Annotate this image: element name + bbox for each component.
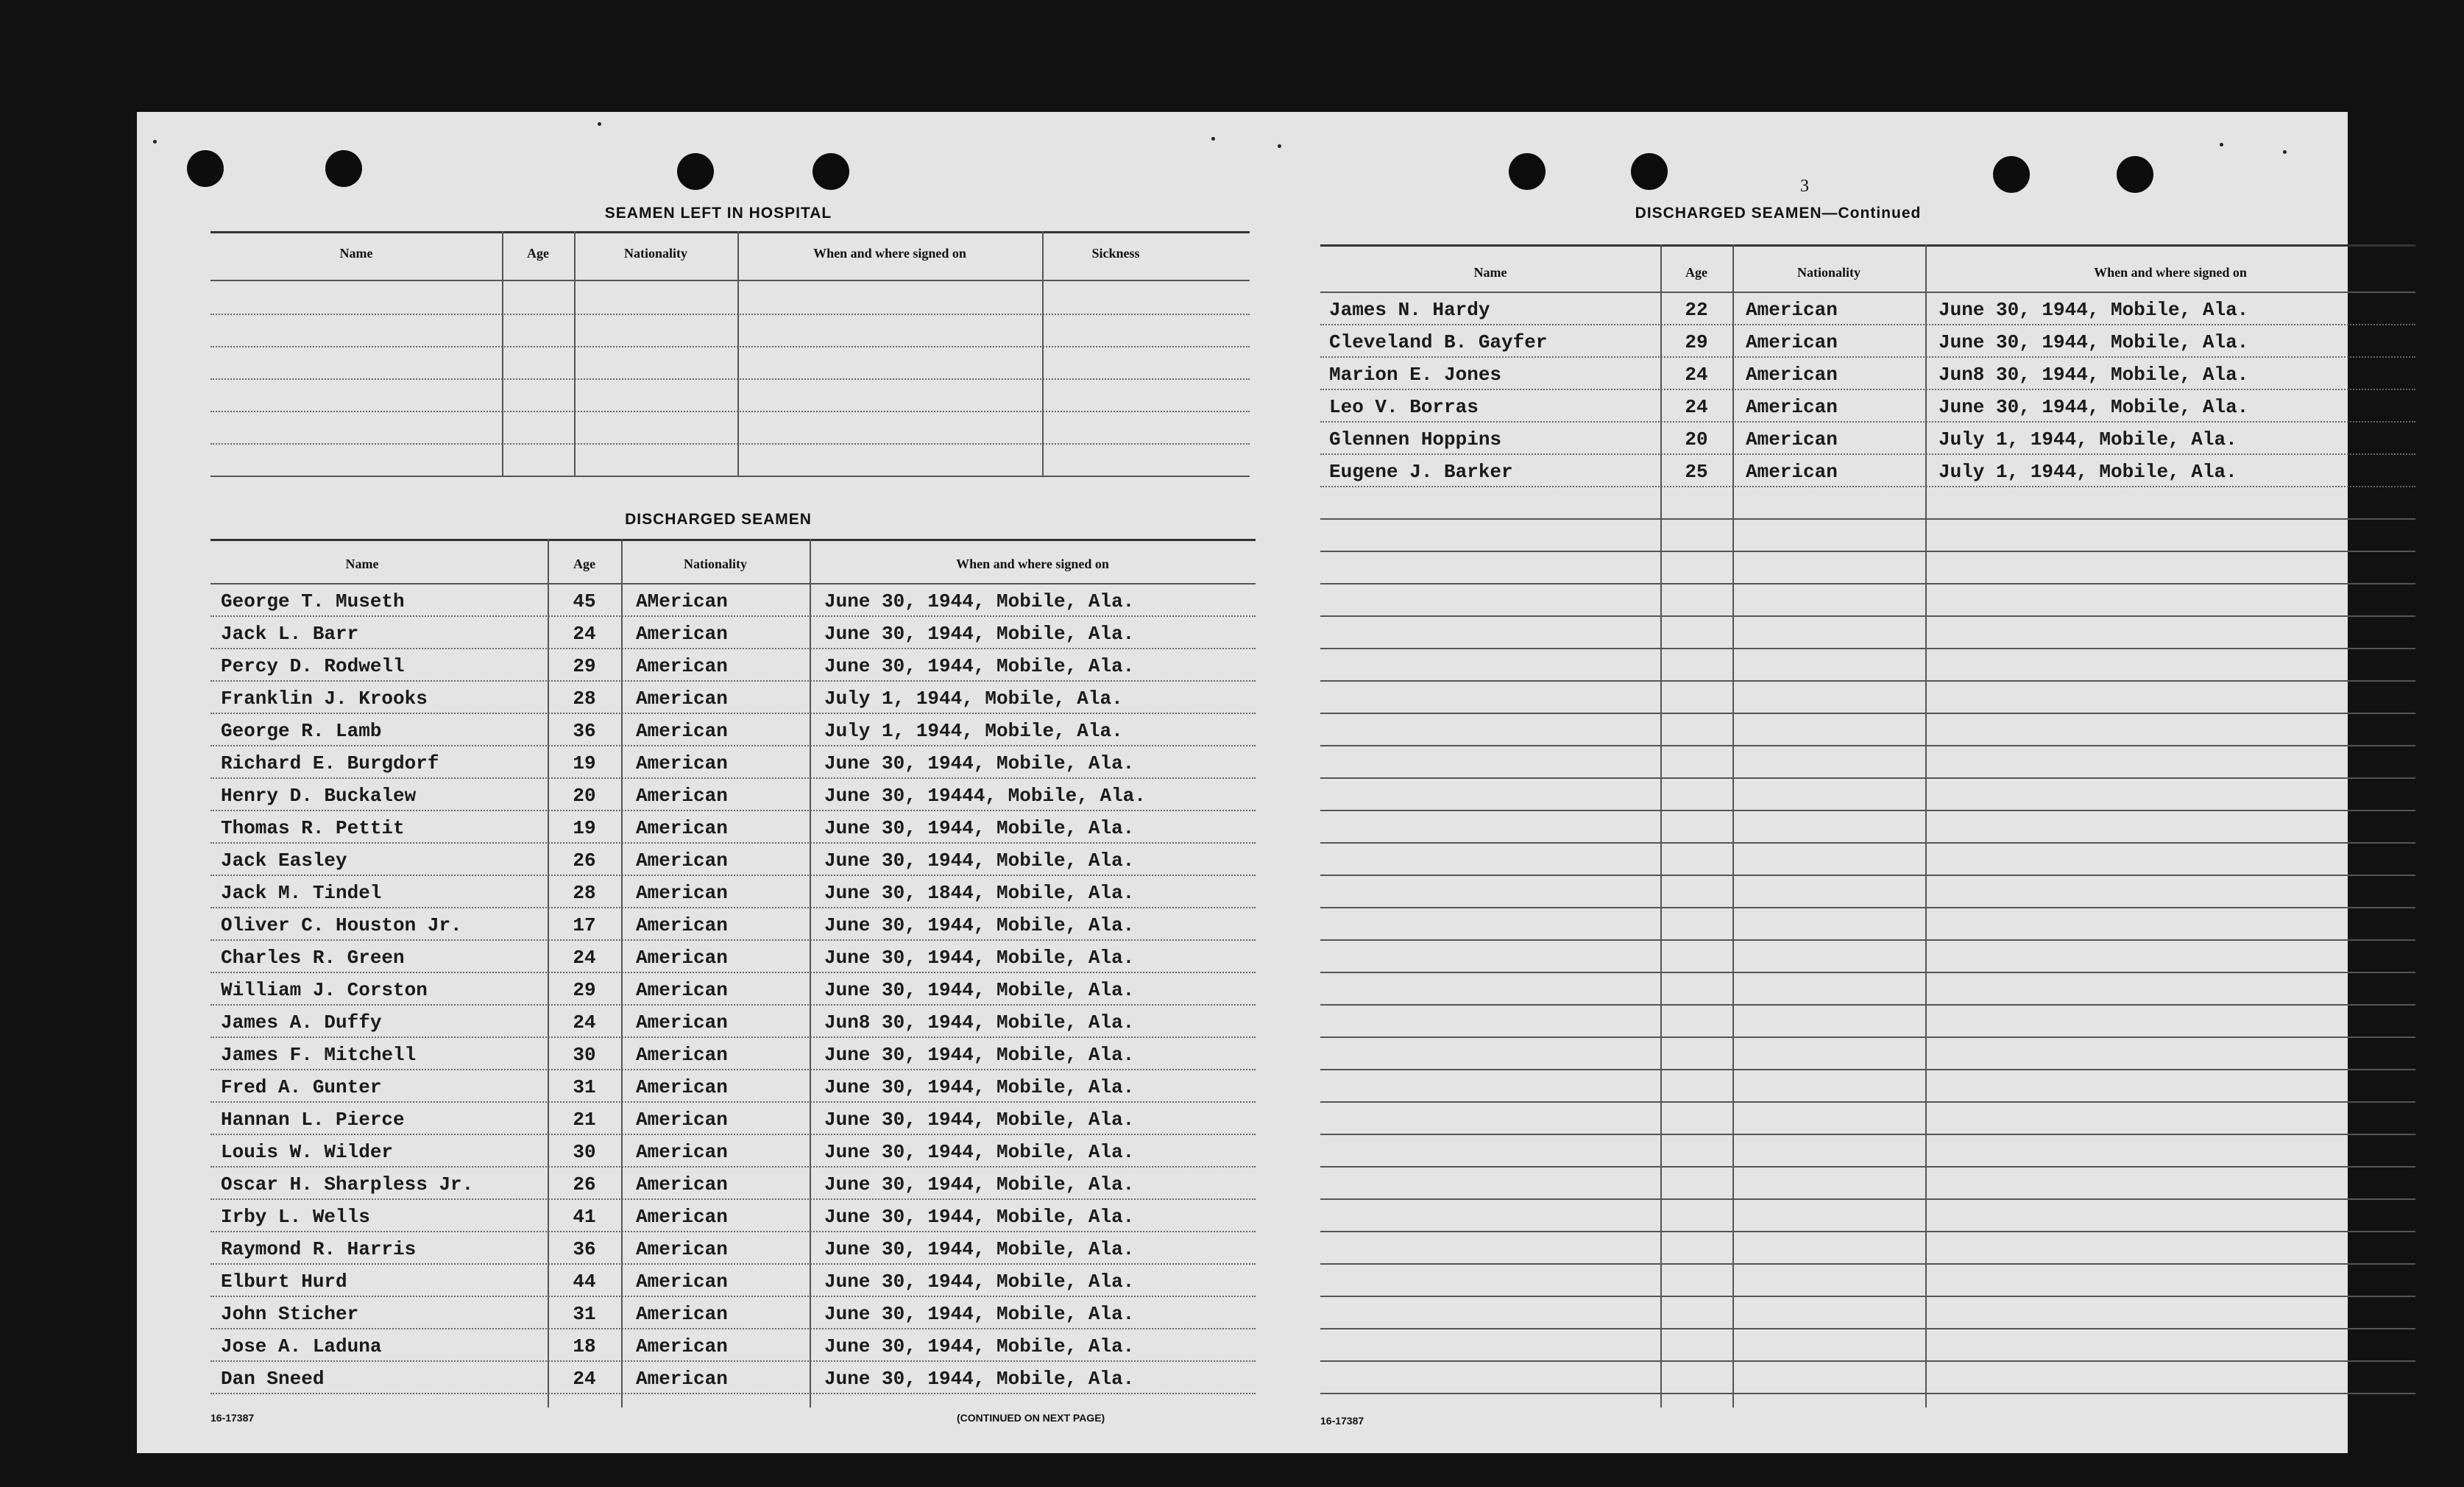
table-row xyxy=(1320,294,2415,327)
table-row xyxy=(210,1169,1256,1201)
seaman-age: 24 xyxy=(1685,396,1708,418)
table-row xyxy=(210,942,1256,975)
signed-on: June 30, 1944, Mobile, Ala. xyxy=(824,655,1135,677)
seaman-name: Cleveland B. Gayfer xyxy=(1329,331,1548,353)
signed-on: July 1, 1944, Mobile, Ala. xyxy=(824,688,1123,710)
signed-on: June 30, 1944, Mobile, Ala. xyxy=(824,752,1135,774)
signed-on: June 30, 1944, Mobile, Ala. xyxy=(824,590,1135,612)
binder-hole xyxy=(813,153,849,190)
signed-on: June 30, 1944, Mobile, Ala. xyxy=(824,1335,1135,1357)
dust-speck xyxy=(598,122,601,126)
seaman-age: 24 xyxy=(573,1011,596,1034)
hospital-col-signed-on: When and where signed on xyxy=(813,246,966,261)
signed-on: June 30, 1944, Mobile, Ala. xyxy=(824,1303,1135,1325)
seaman-nationality: American xyxy=(636,1109,728,1131)
hospital-section-title: SEAMEN LEFT IN HOSPITAL xyxy=(604,205,832,222)
left-form-number: 16-17387 xyxy=(210,1412,255,1424)
seaman-age: 19 xyxy=(573,752,596,774)
seaman-nationality: American xyxy=(636,1011,728,1034)
table-row xyxy=(210,813,1256,845)
seaman-name: Henry D. Buckalew xyxy=(221,785,417,807)
seaman-nationality: American xyxy=(636,1368,728,1390)
seaman-age: 24 xyxy=(573,947,596,969)
binder-hole xyxy=(1631,153,1668,190)
discharged-col-age: Age xyxy=(573,557,595,571)
signed-on: June 30, 1944, Mobile, Ala. xyxy=(824,1368,1135,1390)
seaman-nationality: American xyxy=(636,623,728,645)
signed-on: June 30, 1944, Mobile, Ala. xyxy=(824,1076,1135,1098)
seaman-age: 29 xyxy=(573,979,596,1001)
signed-on: July 1, 1944, Mobile, Ala. xyxy=(1939,461,2237,483)
signed-on: June 30, 1944, Mobile, Ala. xyxy=(824,1238,1135,1260)
seaman-name: James F. Mitchell xyxy=(221,1044,417,1066)
dust-speck xyxy=(153,140,157,144)
seaman-name: Fred A. Gunter xyxy=(221,1076,382,1098)
table-row xyxy=(210,845,1256,877)
table-row xyxy=(210,910,1256,942)
seaman-name: John Sticher xyxy=(221,1303,359,1325)
seaman-name: Leo V. Borras xyxy=(1329,396,1479,418)
seaman-age: 21 xyxy=(573,1109,596,1131)
signed-on: June 30, 1944, Mobile, Ala. xyxy=(1939,299,2249,321)
seaman-nationality: American xyxy=(636,947,728,969)
seaman-age: 30 xyxy=(573,1141,596,1163)
seaman-name: Elburt Hurd xyxy=(221,1271,347,1293)
binder-hole xyxy=(2117,156,2153,193)
table-row xyxy=(210,877,1256,910)
binder-hole xyxy=(677,153,714,190)
seaman-name: Eugene J. Barker xyxy=(1329,461,1513,483)
seaman-age: 19 xyxy=(573,817,596,839)
seaman-name: Raymond R. Harris xyxy=(221,1238,417,1260)
table-row xyxy=(210,651,1256,683)
seaman-age: 28 xyxy=(573,688,596,710)
seaman-name: George R. Lamb xyxy=(221,720,382,742)
binder-hole xyxy=(187,150,224,187)
seaman-nationality: American xyxy=(636,655,728,677)
hospital-col-name: Name xyxy=(339,246,373,261)
seaman-name: Percy D. Rodwell xyxy=(221,655,405,677)
seaman-nationality: American xyxy=(636,720,728,742)
seaman-age: 45 xyxy=(573,590,596,612)
discharged-section-title: DISCHARGED SEAMEN xyxy=(625,511,812,528)
seaman-age: 31 xyxy=(573,1076,596,1098)
seaman-age: 36 xyxy=(573,1238,596,1260)
seaman-nationality: American xyxy=(1746,364,1838,386)
seaman-nationality: American xyxy=(636,1044,728,1066)
hospital-col-sickness: Sickness xyxy=(1091,246,1140,261)
dust-speck xyxy=(1278,144,1281,148)
discharged-col-nationality: Nationality xyxy=(683,557,747,571)
seaman-age: 24 xyxy=(573,623,596,645)
seaman-nationality: American xyxy=(1746,396,1838,418)
signed-on: July 1, 1944, Mobile, Ala. xyxy=(824,720,1123,742)
seaman-name: Charles R. Green xyxy=(221,947,405,969)
signed-on: June 30, 1944, Mobile, Ala. xyxy=(824,1109,1135,1131)
signed-on: June 30, 1944, Mobile, Ala. xyxy=(824,1271,1135,1293)
signed-on: June 30, 1944, Mobile, Ala. xyxy=(824,1206,1135,1228)
table-row xyxy=(210,618,1256,651)
signed-on: June 30, 1944, Mobile, Ala. xyxy=(824,979,1135,1001)
discharged-col-signed-on: When and where signed on xyxy=(956,557,1109,571)
seaman-name: Glennen Hoppins xyxy=(1329,428,1502,451)
binder-hole xyxy=(1993,156,2030,193)
seaman-name: Jack L. Barr xyxy=(221,623,359,645)
table-row xyxy=(210,975,1256,1007)
seaman-nationality: American xyxy=(636,1303,728,1325)
seaman-nationality: American xyxy=(636,1238,728,1260)
signed-on: July 1, 1944, Mobile, Ala. xyxy=(1939,428,2237,451)
table-row xyxy=(210,1266,1256,1299)
seaman-name: Jack M. Tindel xyxy=(221,882,382,904)
seaman-nationality: American xyxy=(636,1206,728,1228)
signed-on: June 30, 1944, Mobile, Ala. xyxy=(824,1173,1135,1195)
seaman-nationality: American xyxy=(636,688,728,710)
table-row xyxy=(1320,327,2415,359)
table-row xyxy=(210,1007,1256,1039)
seaman-age: 30 xyxy=(573,1044,596,1066)
seaman-name: Hannan L. Pierce xyxy=(221,1109,405,1131)
table-row xyxy=(210,1299,1256,1331)
seaman-age: 36 xyxy=(573,720,596,742)
signed-on: June 30, 1944, Mobile, Ala. xyxy=(824,1044,1135,1066)
right-col-name: Name xyxy=(1473,265,1507,280)
signed-on: Jun8 30, 1944, Mobile, Ala. xyxy=(1939,364,2249,386)
hospital-col-age: Age xyxy=(527,246,549,261)
table-row xyxy=(210,1072,1256,1104)
seaman-nationality: American xyxy=(636,882,728,904)
table-row xyxy=(210,748,1256,780)
seaman-name: Marion E. Jones xyxy=(1329,364,1502,386)
seaman-name: Franklin J. Krooks xyxy=(221,688,428,710)
table-row xyxy=(210,1039,1256,1072)
right-form-number: 16-17387 xyxy=(1320,1415,1364,1427)
binder-hole xyxy=(1509,153,1546,190)
seaman-age: 29 xyxy=(573,655,596,677)
seaman-nationality: American xyxy=(636,850,728,872)
seaman-age: 22 xyxy=(1685,299,1708,321)
seaman-age: 24 xyxy=(1685,364,1708,386)
seaman-nationality: American xyxy=(636,785,728,807)
dust-speck xyxy=(2220,143,2223,146)
seaman-age: 20 xyxy=(1685,428,1708,451)
signed-on: June 30, 1844, Mobile, Ala. xyxy=(824,882,1135,904)
signed-on: June 30, 1944, Mobile, Ala. xyxy=(1939,331,2249,353)
seaman-name: Jose A. Laduna xyxy=(221,1335,382,1357)
seaman-nationality: American xyxy=(636,1076,728,1098)
signed-on: June 30, 1944, Mobile, Ala. xyxy=(824,623,1135,645)
table-row xyxy=(1320,456,2415,489)
table-row xyxy=(210,1234,1256,1266)
seaman-age: 25 xyxy=(1685,461,1708,483)
dust-speck xyxy=(2283,150,2287,154)
discharged-continued-table xyxy=(1320,244,2415,1407)
seaman-nationality: AMerican xyxy=(636,590,728,612)
seaman-name: George T. Museth xyxy=(221,590,405,612)
signed-on: June 30, 1944, Mobile, Ala. xyxy=(824,850,1135,872)
signed-on: Jun8 30, 1944, Mobile, Ala. xyxy=(824,1011,1135,1034)
seaman-nationality: American xyxy=(636,914,728,936)
seaman-name: Irby L. Wells xyxy=(221,1206,370,1228)
seaman-age: 17 xyxy=(573,914,596,936)
table-row xyxy=(1320,424,2415,456)
table-row xyxy=(210,1137,1256,1169)
seaman-nationality: American xyxy=(636,1271,728,1293)
seaman-nationality: American xyxy=(636,1173,728,1195)
discharged-continued-title: DISCHARGED SEAMEN—Continued xyxy=(1635,205,1922,222)
table-row xyxy=(210,1201,1256,1234)
signed-on: June 30, 19444, Mobile, Ala. xyxy=(824,785,1146,807)
seaman-name: Dan Sneed xyxy=(221,1368,325,1390)
seaman-nationality: American xyxy=(636,817,728,839)
table-row xyxy=(210,1331,1256,1363)
seaman-nationality: American xyxy=(1746,299,1838,321)
table-row xyxy=(210,683,1256,716)
signed-on: June 30, 1944, Mobile, Ala. xyxy=(824,1141,1135,1163)
table-row xyxy=(210,1104,1256,1137)
page-number: 3 xyxy=(1800,177,1809,196)
table-row xyxy=(210,716,1256,748)
hospital-col-nationality: Nationality xyxy=(623,246,687,261)
seaman-age: 26 xyxy=(573,1173,596,1195)
table-row xyxy=(210,586,1256,618)
seaman-name: William J. Corston xyxy=(221,979,428,1001)
document-sheet xyxy=(137,112,2348,1453)
signed-on: June 30, 1944, Mobile, Ala. xyxy=(1939,396,2249,418)
signed-on: June 30, 1944, Mobile, Ala. xyxy=(824,817,1135,839)
signed-on: June 30, 1944, Mobile, Ala. xyxy=(824,914,1135,936)
seaman-age: 41 xyxy=(573,1206,596,1228)
seaman-age: 28 xyxy=(573,882,596,904)
right-col-nationality: Nationality xyxy=(1796,265,1861,280)
seaman-age: 31 xyxy=(573,1303,596,1325)
dust-speck xyxy=(1211,137,1215,141)
table-row xyxy=(1320,359,2415,392)
seaman-name: Louis W. Wilder xyxy=(221,1141,394,1163)
seaman-age: 24 xyxy=(573,1368,596,1390)
seaman-nationality: American xyxy=(1746,461,1838,483)
seaman-age: 20 xyxy=(573,785,596,807)
table-row xyxy=(1320,392,2415,424)
seaman-nationality: American xyxy=(636,1141,728,1163)
seaman-age: 26 xyxy=(573,850,596,872)
seaman-nationality: American xyxy=(1746,428,1838,451)
signed-on: June 30, 1944, Mobile, Ala. xyxy=(824,947,1135,969)
seaman-name: James N. Hardy xyxy=(1329,299,1490,321)
right-col-age: Age xyxy=(1685,265,1707,280)
table-row xyxy=(210,780,1256,813)
binder-hole xyxy=(325,150,362,187)
continued-note: (CONTINUED ON NEXT PAGE) xyxy=(957,1412,1105,1424)
seaman-nationality: American xyxy=(1746,331,1838,353)
seaman-nationality: American xyxy=(636,1335,728,1357)
seaman-age: 18 xyxy=(573,1335,596,1357)
seaman-name: Thomas R. Pettit xyxy=(221,817,405,839)
discharged-col-name: Name xyxy=(345,557,379,571)
seaman-name: Oscar H. Sharpless Jr. xyxy=(221,1173,474,1195)
seaman-name: Oliver C. Houston Jr. xyxy=(221,914,462,936)
seaman-nationality: American xyxy=(636,979,728,1001)
seaman-age: 44 xyxy=(573,1271,596,1293)
right-col-signed-on: When and where signed on xyxy=(2094,265,2247,280)
seaman-name: James A. Duffy xyxy=(221,1011,382,1034)
seaman-name: Richard E. Burgdorf xyxy=(221,752,439,774)
seaman-age: 29 xyxy=(1685,331,1708,353)
seaman-name: Jack Easley xyxy=(221,850,347,872)
discharged-table xyxy=(210,539,1256,1407)
table-row xyxy=(210,1363,1256,1396)
seaman-nationality: American xyxy=(636,752,728,774)
